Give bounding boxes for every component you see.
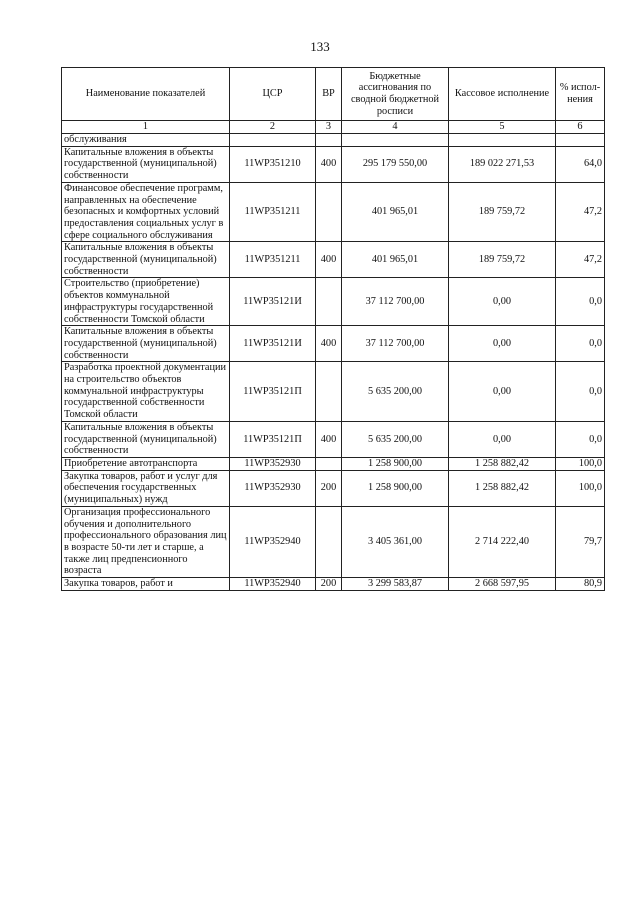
row-percent: 100,0: [556, 457, 605, 470]
row-name: Строительство (приобретение) объектов коммунальной инфраструктуры государственной собственности Томской области: [62, 278, 230, 326]
row-allocated: 37 112 700,00: [342, 326, 449, 362]
header-vr: ВР: [316, 68, 342, 121]
column-number: 5: [449, 121, 556, 134]
row-name: Приобретение автотранспорта: [62, 457, 230, 470]
row-name: Организация профессионального обучения и дополнительного профессионального образования лиц в возрасте 50-ти лет и старше, а также лиц предпенсионного возраста: [62, 506, 230, 577]
row-csr: 11WP35121П: [230, 362, 316, 422]
row-allocated: 3 299 583,87: [342, 578, 449, 591]
row-csr: 11WP352930: [230, 470, 316, 506]
row-executed: 0,00: [449, 278, 556, 326]
table-row: [62, 326, 605, 362]
row-name: Капитальные вложения в объекты государственной (муниципальной) собственности: [62, 242, 230, 278]
row-name: Капитальные вложения в объекты государственной (муниципальной) собственности: [62, 326, 230, 362]
page-number: 133: [310, 39, 330, 54]
row-executed: 0,00: [449, 421, 556, 457]
row-allocated: 401 965,01: [342, 242, 449, 278]
row-allocated: 295 179 550,00: [342, 146, 449, 182]
row-name: Закупка товаров, работ и: [62, 578, 230, 591]
row-vr: 400: [316, 146, 342, 182]
row-csr: 11WP351211: [230, 242, 316, 278]
header-row: [62, 68, 605, 121]
table-row: [62, 470, 605, 506]
row-name: Капитальные вложения в объекты государственной (муниципальной) собственности: [62, 421, 230, 457]
row-executed: 189 759,72: [449, 182, 556, 242]
row-executed: 1 258 882,42: [449, 457, 556, 470]
row-percent: 47,2: [556, 182, 605, 242]
row-vr: [316, 278, 342, 326]
row-percent: 0,0: [556, 278, 605, 326]
row-vr: 400: [316, 421, 342, 457]
row-executed: 0,00: [449, 326, 556, 362]
row-percent: 0,0: [556, 362, 605, 422]
row-percent: 100,0: [556, 470, 605, 506]
row-csr: 11WP35121И: [230, 326, 316, 362]
row-csr: 11WP352930: [230, 457, 316, 470]
column-numbers-row: [62, 121, 605, 134]
row-allocated: 401 965,01: [342, 182, 449, 242]
table-row: [62, 278, 605, 326]
column-number: 3: [316, 121, 342, 134]
column-number: 2: [230, 121, 316, 134]
row-percent: 0,0: [556, 421, 605, 457]
row-csr: 11WP352940: [230, 578, 316, 591]
row-name: Разработка проектной документации на строительство объектов коммунальной инфраструктуры государственной собственности Томской области: [62, 362, 230, 422]
row-percent: 64,0: [556, 146, 605, 182]
table-row: [62, 242, 605, 278]
row-percent: 47,2: [556, 242, 605, 278]
header-name: Наименование показателей: [62, 68, 230, 121]
row-executed: 0,00: [449, 362, 556, 422]
row-allocated: 3 405 361,00: [342, 506, 449, 577]
column-number: 6: [556, 121, 605, 134]
row-name: Капитальные вложения в объекты государственной (муниципальной) собственности: [62, 146, 230, 182]
row-csr: 11WP35121И: [230, 278, 316, 326]
header-percent: % испол-нения: [556, 68, 605, 121]
row-vr: 200: [316, 578, 342, 591]
row-csr: 11WP352940: [230, 506, 316, 577]
header-executed: Кассовое исполнение: [449, 68, 556, 121]
continuation-text: обслуживания: [62, 134, 230, 147]
header-allocated: Бюджетные ассигнования по сводной бюджетной росписи: [342, 68, 449, 121]
row-allocated: 37 112 700,00: [342, 278, 449, 326]
column-number: 4: [342, 121, 449, 134]
table-row: [62, 146, 605, 182]
row-name: Финансовое обеспечение программ, направленных на обеспечение безопасных и комфортных условий предоставления социальных услуг в сфере социального обслуживания: [62, 182, 230, 242]
continuation-row: [62, 134, 605, 147]
row-executed: 2 714 222,40: [449, 506, 556, 577]
row-vr: [316, 457, 342, 470]
column-number: 1: [62, 121, 230, 134]
row-executed: 1 258 882,42: [449, 470, 556, 506]
row-csr: 11WP351211: [230, 182, 316, 242]
row-vr: [316, 362, 342, 422]
row-vr: 400: [316, 326, 342, 362]
header-csr: ЦСР: [230, 68, 316, 121]
row-vr: [316, 182, 342, 242]
row-percent: 79,7: [556, 506, 605, 577]
row-name: Закупка товаров, работ и услуг для обеспечения государственных (муниципальных) нужд: [62, 470, 230, 506]
row-vr: 200: [316, 470, 342, 506]
row-executed: 2 668 597,95: [449, 578, 556, 591]
row-vr: 400: [316, 242, 342, 278]
row-allocated: 5 635 200,00: [342, 421, 449, 457]
row-allocated: 5 635 200,00: [342, 362, 449, 422]
table-row: [62, 578, 605, 591]
table-row: [62, 362, 605, 422]
table-row: [62, 421, 605, 457]
row-allocated: 1 258 900,00: [342, 457, 449, 470]
row-percent: 0,0: [556, 326, 605, 362]
budget-execution-table: [61, 67, 605, 591]
table-row: [62, 182, 605, 242]
table-row: [62, 457, 605, 470]
row-percent: 80,9: [556, 578, 605, 591]
table-row: [62, 506, 605, 577]
row-executed: 189 759,72: [449, 242, 556, 278]
row-vr: [316, 506, 342, 577]
row-executed: 189 022 271,53: [449, 146, 556, 182]
row-csr: 11WP351210: [230, 146, 316, 182]
row-allocated: 1 258 900,00: [342, 470, 449, 506]
row-csr: 11WP35121П: [230, 421, 316, 457]
